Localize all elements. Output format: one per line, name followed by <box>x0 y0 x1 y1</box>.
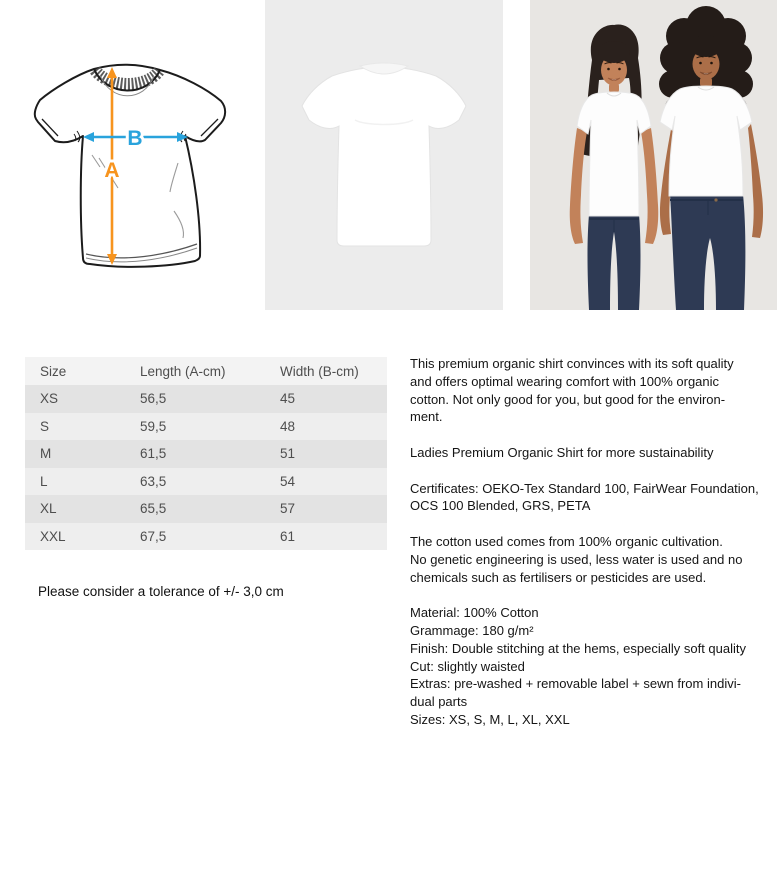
description-paragraph: This premium organic shirt convinces with its soft quality and offers optimal wearing comfort with 100% organic cotton. Not only good for you, but good for the environ- ment. <box>410 356 734 425</box>
size-chart-body <box>25 385 387 550</box>
description-paragraph: Material: 100% Cotton Grammage: 180 g/m² Finish: Double stitching at the hems, especially soft quality Cut: slightly waisted Extras: pre-washed + removable label + sewn from indivi- dual parts Sizes: XS, S, M, L, XL, XXL <box>410 605 747 727</box>
white-tshirt-image <box>265 0 503 310</box>
product-photo[interactable] <box>265 0 503 310</box>
model-left <box>570 24 659 310</box>
table-header-row <box>25 357 387 385</box>
table-row: S 59,5 48 <box>25 413 387 441</box>
description-paragraph: Ladies Premium Organic Shirt for more sustainability <box>410 444 714 460</box>
table-row: XL 65,5 57 <box>25 495 387 523</box>
column-header-size: Size <box>25 357 125 385</box>
measure-label-a: A <box>104 159 120 182</box>
measure-label-b: B <box>127 127 143 150</box>
table-row: XXL 67,5 61 <box>25 523 387 551</box>
model-right <box>659 6 763 310</box>
two-models-illustration <box>530 0 777 310</box>
tshirt-measurement-drawing <box>28 55 232 273</box>
size-chart-table <box>25 357 387 550</box>
product-description <box>410 355 774 747</box>
table-row: M 61,5 51 <box>25 440 387 468</box>
models-photo[interactable] <box>530 0 777 310</box>
tolerance-note: Please consider a tolerance of +/- 3,0 cm <box>38 583 284 599</box>
description-paragraph: Certificates: OEKO-Tex Standard 100, FairWear Foundation, OCS 100 Blended, GRS, PETA <box>410 480 759 514</box>
column-header-width: Width (B-cm) <box>265 357 387 385</box>
table-row: XS 56,5 45 <box>25 385 387 413</box>
size-diagram-image[interactable] <box>28 55 232 273</box>
table-row: L 63,5 54 <box>25 468 387 496</box>
description-paragraph: The cotton used comes from 100% organic cultivation. No genetic engineering is used, less water is used and no chemicals such as fertilisers or pesticides are used. <box>410 533 743 585</box>
column-header-length: Length (A-cm) <box>125 357 265 385</box>
